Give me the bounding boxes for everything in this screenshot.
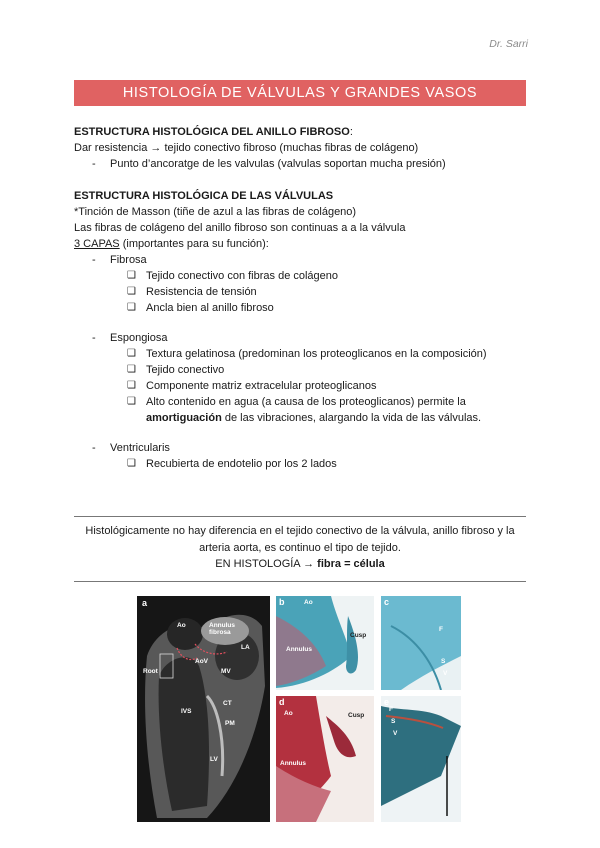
arrow-icon: → xyxy=(150,142,162,154)
panel-label-e: e xyxy=(384,697,390,707)
checkbox-square-icon: ❑ xyxy=(127,364,136,375)
list-item xyxy=(74,378,534,394)
annotation-ao: Ao xyxy=(284,710,293,717)
masson-note: *Tinción de Masson (tiñe de azul a las fibras de colágeno) xyxy=(74,206,357,218)
list-item-text: Ancla bien al anillo fibroso xyxy=(146,302,274,314)
main-content xyxy=(74,124,534,472)
annotation-annulus: Annulus xyxy=(280,760,306,767)
list-item-text: Tejido conectivo xyxy=(146,364,225,376)
checkbox-square-icon: ❑ xyxy=(127,458,136,469)
section1-heading-colon: : xyxy=(349,126,353,138)
capas-underlined: 3 CAPAS xyxy=(74,238,120,250)
panel-e-histology-image xyxy=(381,696,461,822)
annotation-f: F xyxy=(439,626,443,633)
checkbox-square-icon: ❑ xyxy=(127,348,136,359)
annotation-v: V xyxy=(443,670,448,677)
summary-line-3-bold: fibra = célula xyxy=(317,558,385,570)
histology-figure xyxy=(137,596,461,822)
summary-box xyxy=(74,516,526,582)
annotation-root: Root xyxy=(143,668,158,675)
panel-label-c: c xyxy=(384,597,390,607)
panel-label-b: b xyxy=(279,597,285,607)
section1-line xyxy=(74,140,534,156)
section1-line-rest: tejido conectivo fibroso (muchas fibras de colágeno) xyxy=(161,142,419,154)
summary-line-2: arteria aorta, es continuo el tipo de tejido. xyxy=(199,541,401,554)
list-item-text: Textura gelatinosa (predominan los proteoglicanos en la composición) xyxy=(146,348,487,360)
amortiguacion-bold: amortiguación xyxy=(146,412,222,424)
annotation-annulus-fibrosa: Annulus fibrosa xyxy=(209,622,235,636)
section1-bullet: - Punto d’ancoratge de les valvulas (valvulas soportan mucha presión) xyxy=(74,156,534,172)
panel-label-a: a xyxy=(142,598,148,608)
list-item-text: Recubierta de endotelio por los 2 lados xyxy=(146,458,337,470)
annotation-ivs: IVS xyxy=(181,708,192,715)
annotation-f: F xyxy=(389,706,393,713)
panel-b-histology-image xyxy=(276,596,374,690)
arrow-icon: → xyxy=(303,558,315,570)
panel-c-histology-image xyxy=(381,596,461,690)
list-item-text: de las vibraciones, alargando la vida de las válvulas. xyxy=(221,412,482,424)
checkbox-square-icon: ❑ xyxy=(127,286,136,297)
layer-name-ventricularis: - Ventricularis xyxy=(74,440,534,456)
panel-label-d: d xyxy=(279,697,285,707)
author-name: Dr. Sarri xyxy=(489,38,528,50)
annotation-lv: LV xyxy=(210,756,218,763)
section1-heading xyxy=(74,124,534,140)
layer-name-fibrosa: - Fibrosa xyxy=(74,252,534,268)
annotation-cusp: Cusp xyxy=(350,632,367,639)
list-item xyxy=(74,284,534,300)
annotation-annulus: Annulus xyxy=(286,646,312,653)
continuity-note: Las fibras de colágeno del anillo fibroso son continuas a a la válvula xyxy=(74,222,406,234)
annotation-mv: MV xyxy=(221,668,231,675)
section1-line-prefix: Dar resistencia xyxy=(74,142,148,154)
annotation-cusp: Cusp xyxy=(348,712,365,719)
panel-a-mri-image xyxy=(137,596,270,822)
page-title: HISTOLOGÍA DE VÁLVULAS Y GRANDES VASOS xyxy=(74,80,526,106)
annotation-s: S xyxy=(441,658,446,665)
list-item xyxy=(74,456,534,472)
annotation-aov: AoV xyxy=(195,658,208,665)
list-item xyxy=(74,268,534,284)
section1-heading-text: ESTRUCTURA HISTOLÓGICA DEL ANILLO FIBROSO xyxy=(74,126,350,138)
summary-line-1: Histológicamente no hay diferencia en el tejido conectivo de la válvula, anillo fibroso y la xyxy=(85,525,515,537)
capas-line xyxy=(74,236,534,252)
list-item xyxy=(74,394,534,410)
annotation-v: V xyxy=(393,730,398,737)
capas-rest: (importantes para su función): xyxy=(119,238,269,250)
list-item-text: Alto contenido en agua (a causa de los proteoglicanos) permite la xyxy=(146,396,466,408)
panel-b-graphic xyxy=(276,596,374,690)
annotation-ct: CT xyxy=(223,700,232,707)
list-item-text: Resistencia de tensión xyxy=(146,286,257,298)
checkbox-square-icon: ❑ xyxy=(127,396,136,407)
panel-c-graphic xyxy=(381,596,461,690)
panel-e-graphic xyxy=(381,696,461,822)
panel-d-histology-image xyxy=(276,696,374,822)
list-item-continuation xyxy=(74,410,534,426)
list-item xyxy=(74,346,534,362)
annotation-s: S xyxy=(391,718,396,725)
panel-a-graphic xyxy=(137,596,270,822)
layer-name-espongiosa: - Espongiosa xyxy=(74,330,534,346)
annotation-pm: PM xyxy=(225,720,235,727)
section2-heading: ESTRUCTURA HISTOLÓGICA DE LAS VÁLVULAS xyxy=(74,190,334,202)
checkbox-square-icon: ❑ xyxy=(127,270,136,281)
annotation-ao: Ao xyxy=(177,622,186,629)
summary-line-3 xyxy=(74,556,526,573)
checkbox-square-icon: ❑ xyxy=(127,302,136,313)
annotation-la: LA xyxy=(241,644,250,651)
list-item xyxy=(74,300,534,316)
annotation-ao: Ao xyxy=(304,599,313,606)
summary-line-3-prefix: EN HISTOLOGÍA xyxy=(215,558,301,570)
list-item-text: Componente matriz extracelular proteoglicanos xyxy=(146,380,377,392)
checkbox-square-icon: ❑ xyxy=(127,380,136,391)
list-item xyxy=(74,362,534,378)
list-item-text: Tejido conectivo con fibras de colágeno xyxy=(146,270,339,282)
